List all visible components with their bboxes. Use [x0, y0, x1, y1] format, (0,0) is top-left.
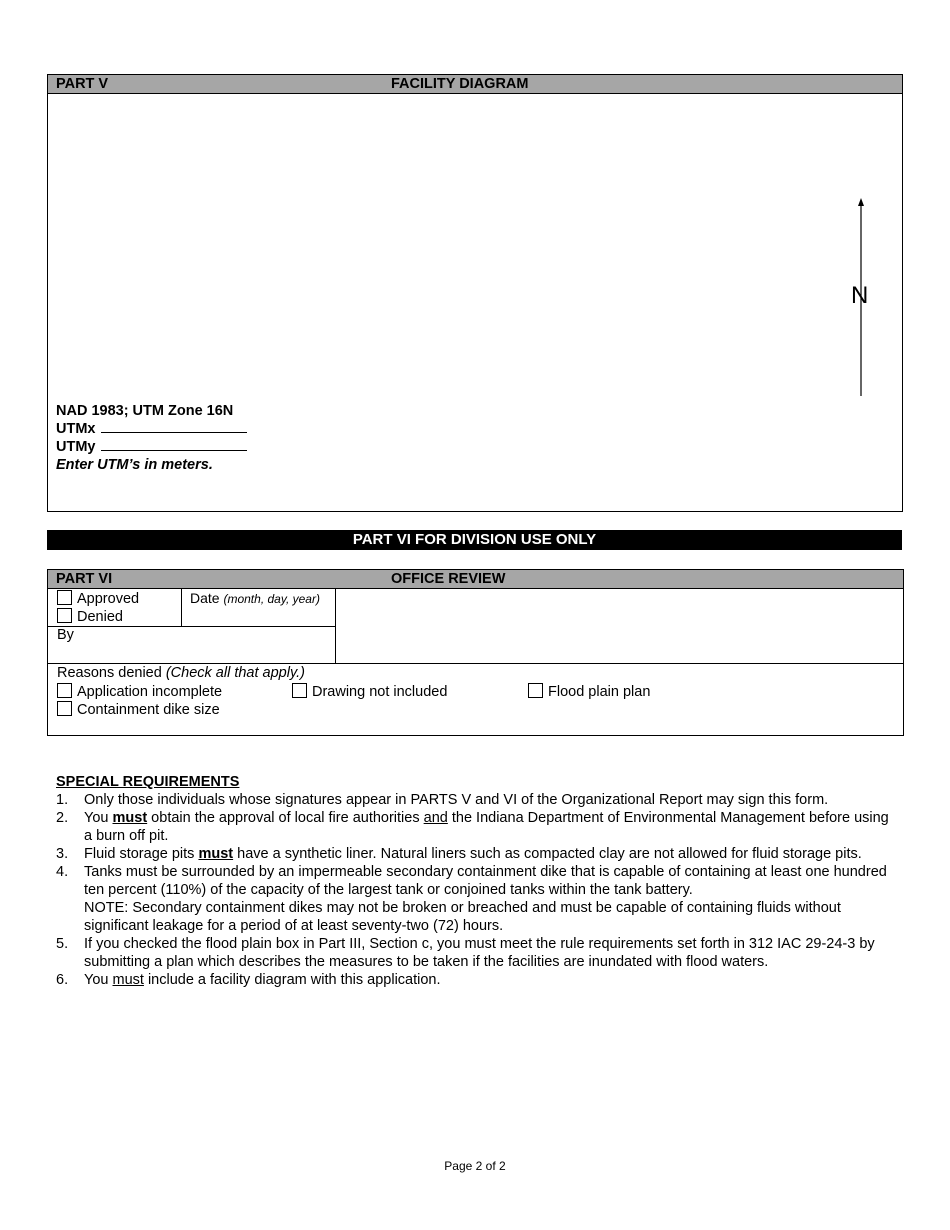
utm-block — [56, 402, 247, 474]
part6-header — [47, 569, 904, 589]
date-hint: (month, day, year) — [223, 592, 320, 606]
utmy-label: UTMy — [56, 439, 96, 455]
part6-label: PART VI — [56, 571, 113, 587]
requirement-item: 6. You must include a facility diagram with this application. — [56, 972, 441, 988]
denied-checkbox[interactable] — [57, 608, 72, 623]
date-label: Date — [190, 590, 220, 606]
requirement-item: 1. Only those individuals whose signatures appear in PARTS V and VI of the Organizational Report may sign this form. — [56, 792, 829, 808]
reasons-denied — [57, 665, 305, 681]
office-review-table — [47, 588, 904, 736]
datum-label: NAD 1983; UTM Zone 16N — [56, 403, 234, 419]
denied-option[interactable]: Denied — [57, 608, 123, 625]
utmx-row[interactable] — [56, 420, 247, 438]
part5-label: PART V — [56, 76, 109, 92]
utmy-row[interactable] — [56, 438, 247, 456]
page-number: Page 2 of 2 — [444, 1159, 506, 1173]
date-field[interactable] — [190, 590, 320, 606]
reason-checkbox[interactable] — [57, 683, 72, 698]
utm-note: Enter UTM’s in meters. — [56, 457, 213, 473]
part5-title: FACILITY DIAGRAM — [391, 76, 529, 92]
requirement-item: 2. You must obtain the approval of local fire authorities and the Indiana Department of Environmental Management before using a burn off pit. — [56, 810, 889, 844]
requirement-item: 5. If you checked the flood plain box in Part III, Section c, you must meet the rule requirements set forth in 312 IAC 29-24-3 by submitting a plan which describes the measures to be taken if the facilities are inundated with flood waters. — [56, 936, 875, 970]
division-use-text: PART VI FOR DIVISION USE ONLY — [352, 531, 597, 548]
north-label: N — [851, 282, 869, 309]
reason-flood-plain-plan[interactable]: Flood plain plan — [528, 683, 650, 700]
by-label: By — [57, 627, 74, 643]
review-notes-area[interactable] — [337, 588, 902, 662]
reason-drawing-not-included[interactable]: Drawing not included — [292, 683, 447, 700]
division-use-banner — [47, 530, 902, 550]
part5-header — [47, 74, 903, 94]
special-requirements — [56, 773, 896, 989]
part6-title: OFFICE REVIEW — [391, 571, 506, 587]
reason-checkbox[interactable] — [528, 683, 543, 698]
by-field[interactable] — [57, 627, 74, 643]
reason-application-incomplete[interactable]: Application incomplete — [57, 683, 222, 700]
approved-option[interactable]: Approved — [57, 590, 139, 607]
reason-checkbox[interactable] — [292, 683, 307, 698]
special-requirements-heading: SPECIAL REQUIREMENTS — [56, 774, 240, 790]
facility-diagram-area[interactable] — [47, 93, 903, 512]
utmx-label: UTMx — [56, 421, 96, 437]
requirement-item: 4. Tanks must be surrounded by an impermeable secondary containment dike that is capable of containing at least one hundred ten percent (110%) of the capacity of the largest tank or conjoined tanks within the tank battery. NOTE: Secondary containment dikes may not be broken or breached and must be capable of containing fluids without significant leakage for a period of at least seventy-two (72) hours. — [56, 864, 887, 934]
reasons-label: Reasons denied — [57, 665, 162, 681]
reason-checkbox[interactable] — [57, 701, 72, 716]
approved-checkbox[interactable] — [57, 590, 72, 605]
reason-containment-dike-size[interactable]: Containment dike size — [57, 701, 220, 718]
requirement-item: 3. Fluid storage pits must have a synthetic liner. Natural liners such as compacted clay are not allowed for fluid storage pits. — [56, 846, 862, 862]
utmx-field[interactable] — [101, 420, 247, 433]
reasons-hint: (Check all that apply.) — [165, 665, 305, 681]
utmy-field[interactable] — [101, 438, 247, 451]
